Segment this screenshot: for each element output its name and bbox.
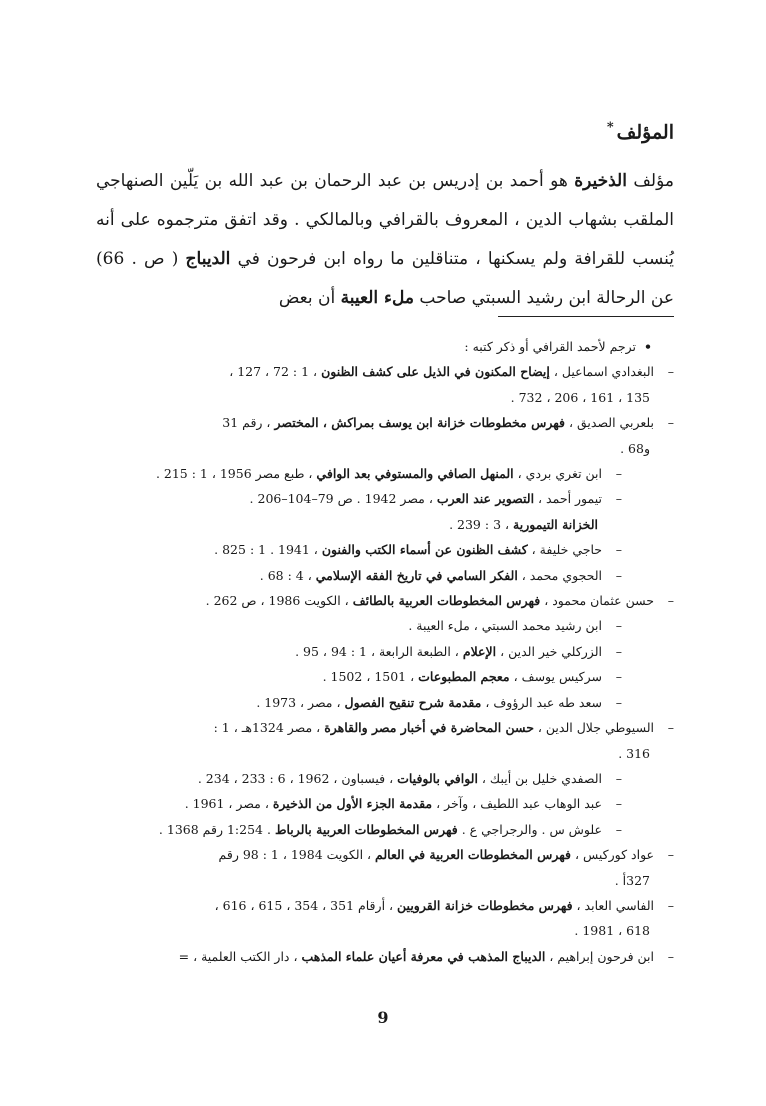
footnote-entry [92, 461, 622, 486]
dash-icon: – [615, 770, 622, 786]
entry-title: حسن المحاضرة في أخبار مصر والقاهرة [324, 720, 534, 736]
entry-author: عبد الوهاب عبد اللطيف ، وآخر ، [436, 796, 602, 812]
dash-icon: – [615, 491, 622, 507]
entry-title: كشف الظنون عن أسماء الكتب والفنون [321, 542, 528, 558]
main-text-3: ( ص . 66) عن الرحالة ابن رشيد السبتي صاحب [96, 249, 674, 308]
dash-icon: – [615, 618, 622, 634]
entry-author: سعد طه عبد الرؤوف ، [485, 694, 602, 710]
entry-details: ، 1941 . 1 : 825 . [214, 542, 318, 558]
main-text-1: مؤلف [633, 171, 674, 191]
entry-title: الخزانة التيمورية [513, 516, 598, 532]
entry-details: ، رقم 31 [222, 415, 271, 431]
main-bold-mil-ayba: ملء العيبة [340, 288, 414, 308]
entry-author: ابن تغري بردي ، [517, 466, 602, 482]
entry-details: ، 1501 ، 1502 . [322, 669, 415, 685]
dash-icon: – [667, 897, 674, 913]
section-heading [607, 120, 674, 143]
entry-title: فهرس مخطوطات خزانة ابن يوسف بمراكش ، المختصر [274, 415, 565, 431]
dash-icon: – [615, 821, 622, 837]
footnote-entry [92, 842, 674, 867]
entry-continuation: و68 . [620, 440, 650, 456]
entry-title: معجم المطبوعات [418, 669, 510, 685]
entry-author: ابن فرحون إبراهيم ، [549, 948, 654, 964]
entry-title: الوافي بالوفيات [397, 770, 478, 786]
dash-icon: – [615, 466, 622, 482]
entry-continuation: 316 . [618, 745, 650, 761]
page-number: 9 [377, 1008, 389, 1027]
footnote-entry [92, 563, 622, 588]
footnote-entry [92, 588, 674, 613]
dash-icon: – [615, 643, 622, 659]
footnote-marker: * [606, 120, 614, 135]
entry-author: عواد كوركيس ، [574, 847, 654, 863]
entry-details: ، الكويت 1986 ، ص 262 . [205, 593, 349, 609]
dash-icon: – [615, 694, 622, 710]
entry-details: . 1:254 رقم 1368 . [158, 821, 271, 837]
entry-title: التصوير عند العرب [436, 491, 535, 507]
entry-author: بلعربي الصديق ، [568, 415, 654, 431]
entry-details: ، 1 : 72 ، 127 ، [229, 364, 318, 380]
dash-icon: – [667, 364, 674, 380]
entry-details: ، طبع مصر 1956 ، 1 : 215 . [155, 466, 313, 482]
entry-author: الصفدي خليل بن أيبك ، [481, 770, 602, 786]
main-bold-dhakhira: الذخيرة [574, 171, 627, 191]
entry-title: فهرس المخطوطات العربية في العالم [375, 847, 571, 863]
entry-continuation: 327أ . [614, 872, 650, 888]
entry-title: المنهل الصافي والمستوفي بعد الوافي [316, 466, 514, 482]
entry-title: الديباج المذهب في معرفة أعيان علماء المذهب [301, 948, 546, 964]
dash-icon: – [615, 669, 622, 685]
footnote-entry [92, 664, 622, 689]
footnote-entry [92, 410, 674, 435]
main-bold-dibaj: الديباج [185, 249, 231, 269]
footnote-entry [92, 537, 622, 562]
entry-title: الفكر السامي في تاريخ الفقه الإسلامي [315, 567, 518, 583]
entry-author: تيمور أحمد ، [538, 491, 602, 507]
entry-title: فهرس مخطوطات خزانة القرويين [397, 897, 573, 913]
entry-author: حاجي خليفة ، [531, 542, 602, 558]
footnote-entry [92, 690, 622, 715]
entry-author: البغدادي اسماعيل ، [553, 364, 654, 380]
dash-icon: – [667, 720, 674, 736]
entry-details: ، 3 : 239 . [449, 516, 510, 532]
entry-title: إيضاح المكنون في الذيل على كشف الظنون [321, 364, 550, 380]
heading-title: المؤلف [616, 121, 674, 144]
entry-details: ، مصر 1942 . ص 79–104–206 . [249, 491, 433, 507]
entry-details: ، 4 : 68 . [259, 567, 312, 583]
entry-details: ، الكويت 1984 ، 1 : 98 رقم [218, 847, 372, 863]
entry-continuation: 618 ، 1981 . [574, 923, 650, 939]
dash-icon: – [667, 847, 674, 863]
entry-title: فهرس المخطوطات العربية بالطائف [352, 593, 541, 609]
entry-author: حسن عثمان محمود ، [544, 593, 654, 609]
entry-details: ، الطبعة الرابعة ، 1 : 94 ، 95 . [295, 643, 459, 659]
footnote-entry [92, 893, 674, 918]
footnote-entry [92, 817, 622, 842]
dash-icon: – [667, 948, 674, 964]
entry-title: فهرس المخطوطات العربية بالرباط [274, 821, 458, 837]
entry-author: الحجوي محمد ، [521, 567, 602, 583]
entry-author: السيوطي جلال الدين ، [537, 720, 654, 736]
entry-continuation [92, 512, 622, 537]
entry-details: ، مصر ، 1973 . [256, 694, 341, 710]
footnote-entry [92, 639, 622, 664]
entry-details: ، مصر ، 1961 . [184, 796, 269, 812]
entry-details: ، مصر 1324هـ ، 1 : [213, 720, 321, 736]
entry-details: ، أرقام 351 ، 354 ، 615 ، 616 ، [214, 897, 394, 913]
main-paragraph [96, 162, 674, 318]
footnote-divider [498, 316, 674, 317]
entry-author: سركيس يوسف ، [513, 669, 602, 685]
dash-icon: – [615, 567, 622, 583]
footnote-entry [92, 613, 622, 638]
dash-icon: – [615, 796, 622, 812]
dash-icon: – [615, 542, 622, 558]
footnote-intro [92, 334, 674, 359]
footnote-intro-text: ترجم لأحمد القرافي أو ذكر كتبه : [464, 339, 636, 354]
footnote-entry [92, 766, 622, 791]
entry-author: علوش س . والرجراجي ع . [461, 821, 602, 837]
entry-title: الإعلام [462, 643, 497, 659]
entry-title: مقدمة شرح تنقيح الفصول [344, 694, 482, 710]
entry-title: مقدمة الجزء الأول من الذخيرة [272, 796, 433, 812]
entry-author: ابن رشيد محمد السبتي ، ملء العيبة . [408, 618, 602, 634]
footnote-entry [92, 944, 674, 969]
entry-details: ، دار الكتب العلمية ، = [178, 948, 298, 964]
entry-author: الفاسي العابد ، [576, 897, 654, 913]
dash-icon: – [667, 415, 674, 431]
footnote-entry [92, 486, 622, 511]
main-text-2: هو أحمد بن إدريس بن عبد الرحمان بن عبد الله بن يَلّين الصنهاجي الملقب بشهاب الدين ، المعروف بالقرافي وبالمالكي . وقد اتفق مترجموه على أنه يُنسب للقرافة ولم يسكنها ، متناقلين ما رواه ابن فرحون في [96, 171, 674, 269]
main-text-4: أن بعض [278, 288, 336, 308]
footnote-entry [92, 791, 622, 816]
footnotes [92, 334, 674, 969]
entry-author: الزركلي خير الدين ، [500, 643, 602, 659]
entry-continuation: 135 ، 161 ، 206 ، 732 . [510, 389, 650, 405]
bullet-icon: • [644, 339, 652, 354]
entry-details: ، فيسباون ، 1962 ، 6 : 233 ، 234 . [197, 770, 394, 786]
dash-icon: – [667, 593, 674, 609]
footnote-entry [92, 359, 674, 384]
footnote-entry [92, 715, 674, 740]
